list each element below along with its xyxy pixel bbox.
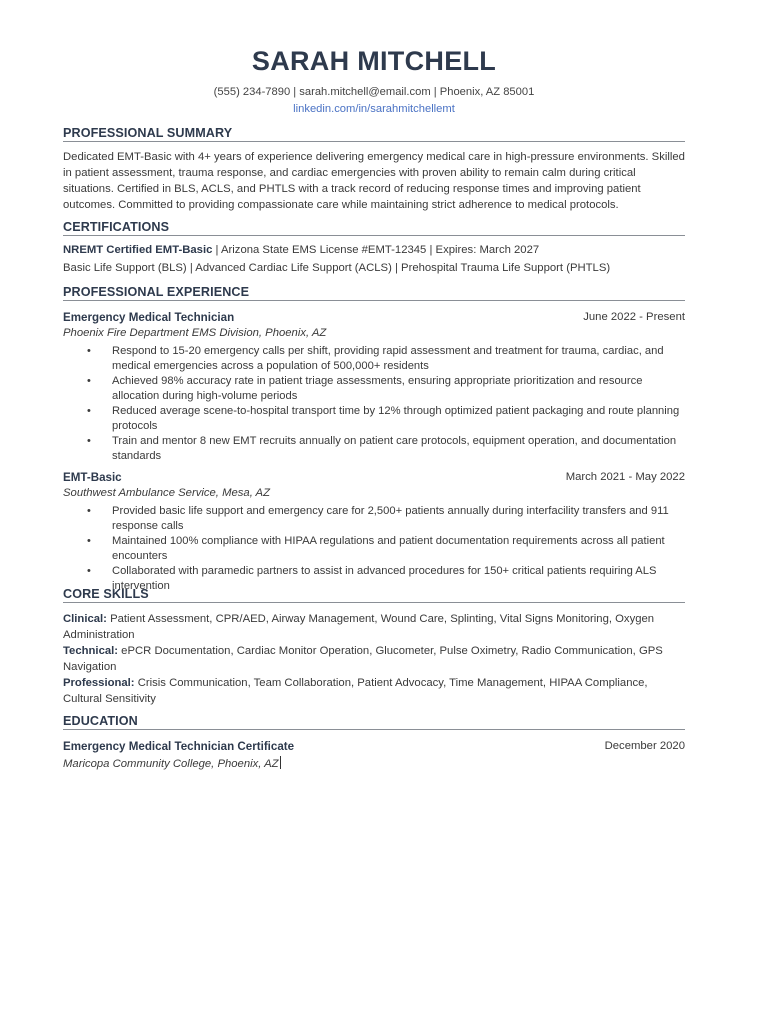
bullet-text: Train and mentor 8 new EMT recruits annually on patient care protocols, equipment operation, and documentation standards — [112, 435, 677, 462]
education-degree: Emergency Medical Technician Certificate — [63, 740, 295, 753]
bullet-item — [63, 344, 685, 374]
skill-value: ePCR Documentation, Cardiac Monitor Operation, Glucometer, Pulse Oximetry, Radio Communication, GPS Navigation — [63, 645, 663, 673]
section-title-skills: CORE SKILLS — [63, 587, 685, 603]
bullet-text: Achieved 98% accuracy rate in patient triage assessments, ensuring appropriate prioritization and resource allocation during high-volume periods — [112, 375, 643, 402]
certification-details: | Arizona State EMS License #EMT-12345 | Expires: March 2027 — [212, 244, 540, 256]
section-title-summary: PROFESSIONAL SUMMARY — [63, 126, 685, 142]
bullet-text: Maintained 100% compliance with HIPAA regulations and patient documentation requirements across all patient encounters — [112, 535, 665, 562]
skill-row-technical — [63, 643, 685, 675]
job-date: March 2021 - May 2022 — [565, 471, 685, 483]
text-cursor — [280, 756, 281, 769]
bullet-icon: • — [87, 345, 91, 357]
candidate-name: SARAH MITCHELL — [251, 46, 497, 76]
education-school-line — [63, 756, 281, 770]
skill-row-professional — [63, 675, 685, 707]
bullet-icon: • — [87, 435, 91, 447]
bullet-icon: • — [87, 375, 91, 387]
job-date: June 2022 - Present — [583, 311, 685, 323]
job-organization: Phoenix Fire Department EMS Division, Phoenix, AZ — [63, 327, 327, 339]
contact-info: (555) 234-7890 | sarah.mitchell@email.com | Phoenix, AZ 85001 — [213, 86, 535, 98]
job-organization: Southwest Ambulance Service, Mesa, AZ — [63, 487, 270, 499]
job-bullets — [63, 344, 685, 464]
certification-line-1 — [63, 244, 685, 256]
linkedin-link[interactable]: linkedin.com/in/sarahmitchellemt — [293, 103, 455, 115]
bullet-item — [63, 534, 685, 564]
bullet-icon: • — [87, 505, 91, 517]
bullet-item — [63, 374, 685, 404]
bullet-icon: • — [87, 565, 91, 577]
skill-label: Clinical: — [63, 613, 107, 625]
bullet-icon: • — [87, 405, 91, 417]
job-title: EMT-Basic — [63, 471, 122, 484]
skill-label: Professional: — [63, 677, 135, 689]
bullet-item — [63, 434, 685, 464]
bullet-item — [63, 404, 685, 434]
summary-text: Dedicated EMT-Basic with 4+ years of experience delivering emergency medical care in high-pressure environments. Skilled in patient assessment, trauma response, and cardiac emergencies with proven ability to remain calm during critical situations. Certified in BLS, ACLS, and PHTLS with a track record of reducing response times and improving patient outcomes. Committed to providing compassionate care while maintaining strict adherence to medical protocols. — [63, 151, 685, 211]
job-title: Emergency Medical Technician — [63, 311, 235, 324]
bullet-text: Respond to 15-20 emergency calls per shift, providing rapid assessment and treatment for trauma, cardiac, and medical emergencies across a population of 500,000+ residents — [112, 345, 664, 372]
education-date: December 2020 — [604, 740, 685, 752]
bullet-text: Collaborated with paramedic partners to assist in advanced procedures for 150+ critical patients requiring ALS intervention — [112, 565, 657, 592]
education-school: Maricopa Community College, Phoenix, AZ — [63, 758, 279, 770]
section-title-education: EDUCATION — [63, 714, 685, 730]
section-title-experience: PROFESSIONAL EXPERIENCE — [63, 285, 685, 301]
skill-value: Patient Assessment, CPR/AED, Airway Management, Wound Care, Splinting, Vital Signs Monitoring, Oxygen Administration — [63, 613, 655, 641]
bullet-icon: • — [87, 535, 91, 547]
certification-line-2: Basic Life Support (BLS) | Advanced Cardiac Life Support (ACLS) | Prehospital Trauma Life Support (PHTLS) — [63, 262, 611, 274]
skill-value: Crisis Communication, Team Collaboration, Patient Advocacy, Time Management, HIPAA Compliance, Cultural Sensitivity — [63, 677, 648, 705]
section-title-certifications: CERTIFICATIONS — [63, 220, 685, 236]
bullet-item — [63, 504, 685, 534]
certification-primary: NREMT Certified EMT-Basic — [63, 244, 213, 256]
skill-label: Technical: — [63, 645, 119, 657]
bullet-text: Provided basic life support and emergency care for 2,500+ patients annually during interfacility transfers and 911 response calls — [112, 505, 669, 532]
skill-row-clinical — [63, 611, 685, 643]
job-bullets — [63, 504, 685, 594]
bullet-text: Reduced average scene-to-hospital transport time by 12% through optimized patient packaging and route planning protocols — [112, 405, 680, 432]
